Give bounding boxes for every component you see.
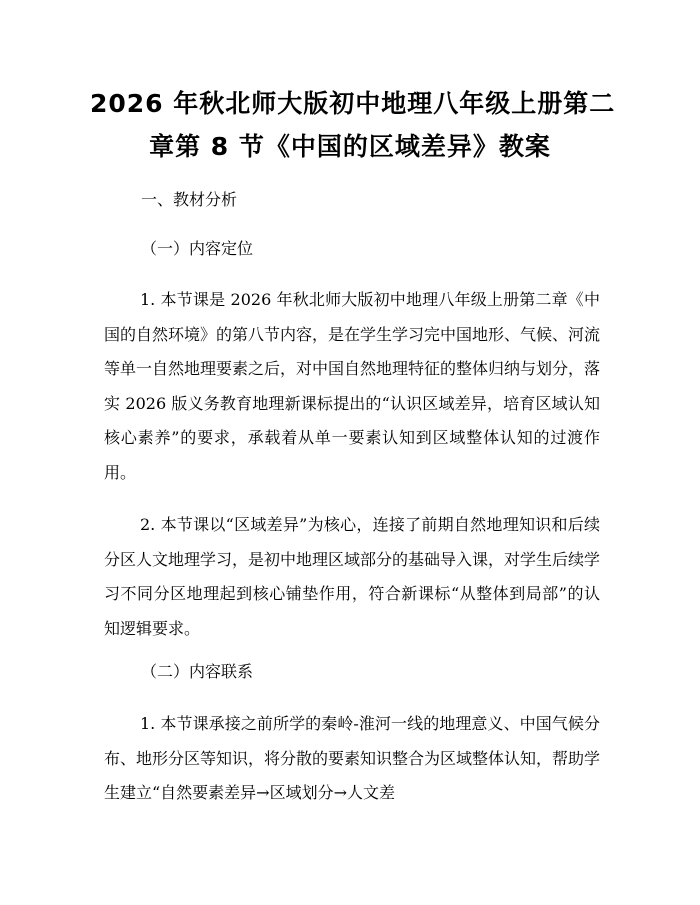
- paragraph-2: 2. 本节课以“区域差异”为核心，连接了前期自然地理知识和后续分区人文地理学习，是初中地理区域部分的基础导入课，对学生后续学习不同分区地理起到核心铺垫作用，符合新课标“从整体到局部”的认知逻辑要求。: [104, 515, 601, 638]
- document-title-line-1: 2026 年秋北师大版初中地理八年级上册第二: [90, 89, 616, 118]
- section-heading-textbook-analysis: 一、教材分析: [141, 190, 238, 209]
- subsection-heading-content-connection: （二）内容联系: [141, 662, 254, 681]
- document-title-line-2: 章第 8 节《中国的区域差异》教案: [149, 132, 551, 161]
- paragraph-1: 1. 本节课是 2026 年秋北师大版初中地理八年级上册第二章《中国的自然环境》的第八节内容，是在学生学习完中国地形、气候、河流等单一自然地理要素之后，对中国自然地理特征的整体归纳与划分，落实 2026 版义务教育地理新课标提出的“认识区域差异，培育区域认知核心素养”的要求，承载着从单一要素认知到区域整体认知的过渡作用。: [104, 290, 601, 482]
- subsection-heading-content-positioning: （一）内容定位: [141, 239, 254, 258]
- paragraph-3: 1. 本节课承接之前所学的秦岭-淮河一线的地理意义、中国气候分布、地形分区等知识，将分散的要素知识整合为区域整体认知，帮助学生建立“自然要素差异→区域划分→人文差: [104, 714, 600, 802]
